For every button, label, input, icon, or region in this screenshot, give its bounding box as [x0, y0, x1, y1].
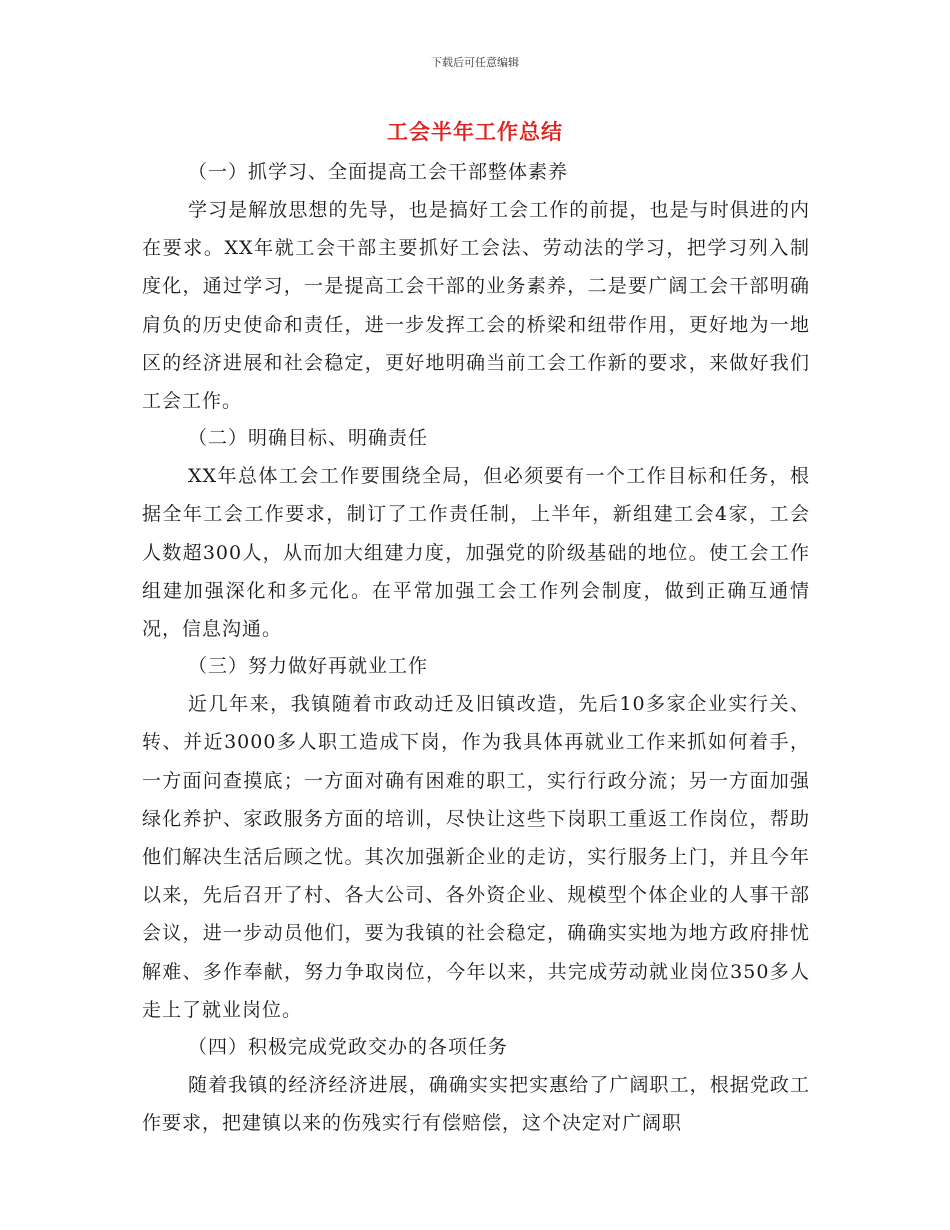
- document-title: 工会半年工作总结: [387, 120, 563, 144]
- section-body-3: 近几年来，我镇随着市政动迁及旧镇改造，先后10多家企业实行关、转、并近3000多人职工造成下岗，作为我具体再就业工作来抓如何着手，一方面问查摸底；一方面对确有困难的职工，实行行政分流；另一方面加强绿化养护、家政服务方面的培训，尽快让这些下岗职工重返工作岗位，帮助他们解决生活后顾之忧。其次加强新企业的走访，实行服务上门，并且今年以来，先后召开了村、各大公司、各外资企业、规模型个体企业的人事干部会议，进一步动员他们，要为我镇的社会稳定，确确实实地为地方政府排忧解难、多作奉献，努力争取岗位，今年以来，共完成劳动就业岗位350多人走上了就业岗位。: [142, 693, 810, 1021]
- section-heading-2: （二）明确目标、明确责任: [188, 427, 429, 450]
- section-heading-4: （四）积极完成党政交办的各项任务: [188, 1036, 509, 1059]
- section-body-1: 学习是解放思想的先导，也是搞好工会工作的前提，也是与时俱进的内在要求。XX年就工会干部主要抓好工会法、劳动法的学习，把学习列入制度化，通过学习，一是提高工会干部的业务素养，二是要广阔工会干部明确肩负的历史使命和责任，进一步发挥工会的桥梁和纽带作用，更好地为一地区的经济进展和社会稳定，更好地明确当前工会工作新的要求，来做好我们工会工作。: [142, 199, 810, 413]
- document-body: [142, 154, 810, 1142]
- section-body-4: 随着我镇的经济经济进展，确确实实把实惠给了广阔职工，根据党政工作要求，把建镇以来的伤残实行有偿赔偿，这个决定对广阔职: [142, 1074, 810, 1135]
- section-body-2: XX年总体工会工作要围绕全局，但必须要有一个工作目标和任务，根据全年工会工作要求，制订了工作责任制，上半年，新组建工会4家，工会人数超300人，从而加大组建力度，加强党的阶级基础的地位。使工会工作组建加强深化和多元化。在平常加强工会工作列会制度，做到正确互通情况，信息沟通。: [142, 465, 810, 641]
- header-note: 下载后可任意编辑: [431, 56, 519, 69]
- section-heading-1: （一）抓学习、全面提高工会干部整体素养: [188, 161, 569, 183]
- section-heading-3: （三）努力做好再就业工作: [188, 655, 429, 678]
